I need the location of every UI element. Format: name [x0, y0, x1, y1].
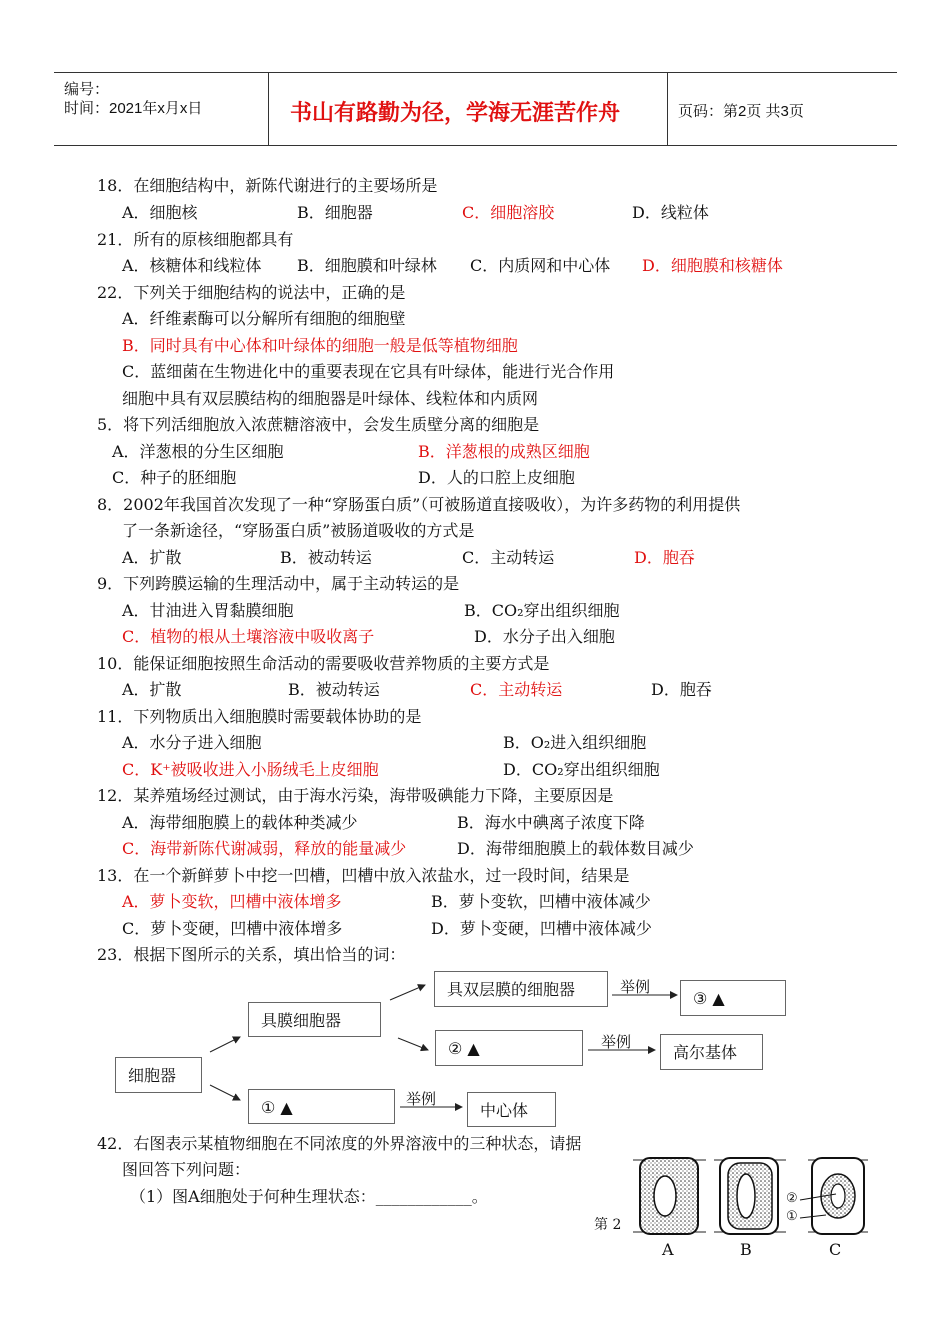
- diagram-blank3-label: ③ ▲: [693, 989, 725, 1008]
- figure-page-marker: 第 2: [594, 1217, 622, 1233]
- option-a: A．核糖体和线粒体: [122, 256, 262, 275]
- option-d: D．胞吞: [651, 680, 712, 699]
- option-a: A．水分子进入细胞: [122, 733, 262, 752]
- option-b: B．海水中碘离子浓度下降: [457, 813, 645, 832]
- question-stem: 21．所有的原核细胞都具有: [97, 230, 294, 249]
- question-stem: 11．下列物质出入细胞膜时需要载体协助的是: [97, 707, 422, 726]
- header-page-info: 页码：第2页 共3页: [678, 103, 804, 120]
- option-d: D．海带细胞膜上的载体数目减少: [457, 839, 694, 858]
- option-b: B．O₂进入组织细胞: [503, 733, 647, 752]
- option-c-answer: C．K⁺被吸收进入小肠绒毛上皮细胞: [122, 760, 379, 779]
- sub-question-end: 。: [471, 1187, 488, 1206]
- diagram-membrane-box: [248, 1002, 381, 1037]
- sub-question-text: （1）图A细胞处于何种生理状态：: [130, 1187, 376, 1206]
- diagram-golgi-box: [660, 1034, 763, 1070]
- sub-question: [130, 1187, 488, 1207]
- diagram-example-label: 举例: [620, 978, 651, 996]
- option-c: C．主动转运: [462, 548, 555, 567]
- question-stem: 22．下列关于细胞结构的说法中，正确的是: [97, 283, 406, 302]
- option-a-answer: A．萝卜变软，凹槽中液体增多: [122, 892, 342, 911]
- option-b: B．细胞器: [297, 203, 373, 222]
- option-c-answer: C．海带新陈代谢减弱，释放的能量减少: [122, 839, 407, 858]
- doc-time-label: 时间：2021年x月x日: [64, 100, 203, 117]
- diagram-blank3-box: [680, 980, 786, 1016]
- question-stem: 10．能保证细胞按照生命活动的需要吸收营养物质的主要方式是: [97, 654, 550, 673]
- diagram-golgi-label: 高尔基体: [673, 1043, 738, 1062]
- option-c: C．种子的胚细胞: [112, 468, 237, 487]
- option-b: B．被动转运: [288, 680, 380, 699]
- option-a: A．甘油进入胃黏膜细胞: [122, 601, 294, 620]
- question-stem: 9．下列跨膜运输的生理活动中，属于主动转运的是: [97, 574, 460, 593]
- diagram-double-membrane-label: 具双层膜的细胞器: [447, 980, 576, 999]
- option-d: D．线粒体: [632, 203, 709, 222]
- option-b: B．被动转运: [280, 548, 372, 567]
- diagram-blank2-label: ② ▲: [448, 1039, 480, 1058]
- diagram-blank2-box: [435, 1030, 583, 1066]
- option-c-answer: C．细胞溶胶: [462, 203, 555, 222]
- marker-1: ①: [786, 1209, 798, 1224]
- diagram-example-label: 举例: [601, 1033, 632, 1051]
- header-motto: 书山有路勤为径，学海无涯苦作舟: [290, 101, 621, 126]
- option-d: 细胞中具有双层膜结构的细胞器是叶绿体、线粒体和内质网: [122, 389, 539, 408]
- doc-number-label: 编号：: [64, 81, 110, 98]
- option-b: B．萝卜变软，凹槽中液体减少: [431, 892, 651, 911]
- marker-2: ②: [786, 1191, 798, 1206]
- question-stem: 12．某养殖场经过测试，由于海水污染，海带吸碘能力下降，主要原因是: [97, 786, 614, 805]
- option-c-answer: C．植物的根从土壤溶液中吸收离子: [122, 627, 375, 646]
- diagram-blank1-box: [248, 1089, 395, 1124]
- question-stem: 23．根据下图所示的关系，填出恰当的词：: [97, 945, 406, 964]
- diagram-double-membrane-box: [434, 971, 608, 1007]
- option-a: A．细胞核: [122, 203, 198, 222]
- option-b-answer: B．洋葱根的成熟区细胞: [418, 442, 590, 461]
- diagram-root-box: [115, 1057, 202, 1093]
- diagram-centriole-box: [467, 1092, 556, 1127]
- option-b: B．细胞膜和叶绿林: [297, 256, 437, 275]
- question-stem-cont: 图回答下列问题：: [122, 1160, 251, 1179]
- answer-blank[interactable]: ____________: [375, 1187, 472, 1206]
- question-stem-cont: 了一条新途径，“穿肠蛋白质”被肠道吸收的方式是: [122, 521, 475, 540]
- option-b: B．CO₂穿出组织细胞: [464, 601, 620, 620]
- figure-label-a: A: [662, 1240, 674, 1259]
- diagram-centriole-label: 中心体: [480, 1101, 529, 1120]
- option-c: C．内质网和中心体: [470, 256, 611, 275]
- option-c: C．萝卜变硬，凹槽中液体增多: [122, 919, 343, 938]
- option-a: A．扩散: [122, 680, 182, 699]
- option-b-answer: B．同时具有中心体和叶绿体的细胞一般是低等植物细胞: [122, 336, 518, 355]
- question-stem: 42．右图表示某植物细胞在不同浓度的外界溶液中的三种状态，请据: [97, 1134, 582, 1153]
- option-a: A．扩散: [122, 548, 182, 567]
- question-stem: 13．在一个新鲜萝卜中挖一凹槽，凹槽中放入浓盐水，过一段时间，结果是: [97, 866, 630, 885]
- diagram-example-label: 举例: [406, 1090, 437, 1108]
- option-a: A．海带细胞膜上的载体种类减少: [122, 813, 358, 832]
- diagram-blank1-label: ① ▲: [261, 1098, 293, 1117]
- question-stem: 18．在细胞结构中，新陈代谢进行的主要场所是: [97, 176, 438, 195]
- option-d: D．CO₂穿出组织细胞: [503, 760, 660, 779]
- option-d: D．人的口腔上皮细胞: [418, 468, 575, 487]
- option-a: A．洋葱根的分生区细胞: [112, 442, 284, 461]
- question-stem: 5．将下列活细胞放入浓蔗糖溶液中，会发生质壁分离的细胞是: [97, 415, 540, 434]
- question-stem: 8．2002年我国首次发现了一种“穿肠蛋白质”（可被肠道直接吸收），为许多药物的利用提供: [97, 495, 741, 514]
- option-a: A．纤维素酶可以分解所有细胞的细胞壁: [122, 309, 406, 328]
- option-c-answer: C．主动转运: [470, 680, 563, 699]
- option-d: D．萝卜变硬，凹槽中液体减少: [431, 919, 652, 938]
- figure-label-b: B: [740, 1240, 752, 1259]
- option-d-answer: D．细胞膜和核糖体: [642, 256, 783, 275]
- diagram-root-label: 细胞器: [128, 1066, 177, 1085]
- diagram-membrane-label: 具膜细胞器: [261, 1011, 342, 1030]
- figure-label-c: C: [829, 1240, 842, 1259]
- option-d-answer: D．胞吞: [634, 548, 695, 567]
- option-c: C．蓝细菌在生物进化中的重要表现在它具有叶绿体，能进行光合作用: [122, 362, 615, 381]
- option-d: D．水分子出入细胞: [474, 627, 615, 646]
